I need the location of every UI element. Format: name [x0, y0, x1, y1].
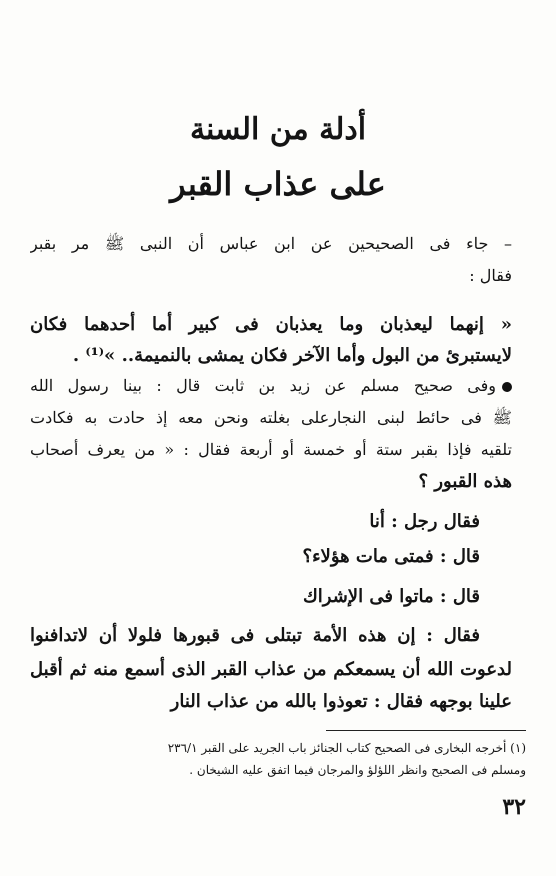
page-number: ٣٢ — [502, 794, 526, 820]
dialogue-line-1: فقال رجل : أنا — [369, 511, 480, 532]
footnote-divider — [326, 730, 526, 731]
dialogue-line-5: لدعوت الله أن يسمعكم من عذاب القبر الذى أسمع منه ثم أقبل — [30, 659, 512, 680]
chapter-title-line1: أدلة من السنة — [189, 112, 367, 147]
intro-line-2: فقال : — [469, 266, 512, 285]
narration-line-4: هذه القبور ؟ — [418, 471, 512, 492]
dialogue-line-4: فقال : إن هذه الأمة تبتلى فى قبورها فلولا أن لاتدافنوا — [30, 625, 480, 646]
narration-line-2: ﷺ فى حائط لبنى النجارعلى بغلته ونحن معه إذ حادت به فكادت — [30, 408, 512, 427]
hadith-line-2: لايستبرئ من البول وأما الآخر فكان يمشى بالنميمة.. »⁽¹⁾ . — [72, 345, 512, 366]
dialogue-line-2: قال : فمتى مات هؤلاء؟ — [302, 546, 480, 567]
bullet-icon — [502, 382, 512, 392]
narration-line-1 — [30, 372, 512, 400]
narration-line-3: تلقيه فإذا بقبر ستة أو خمسة أو أربعة فقال : « من يعرف أصحاب — [30, 440, 512, 459]
hadith-line-1: « إنهما ليعذبان وما يعذبان فى كبير أما أحدهما فكان — [30, 314, 512, 335]
footnote-line-1: (١) أخرجه البخارى فى الصحيح كتاب الجنائز باب الجريد على القبر ٢٣٦/١ — [167, 741, 526, 755]
intro-line-1: – جاء فى الصحيحين عن ابن عباس أن النبى ﷺ مر بقبر — [30, 234, 512, 253]
chapter-title-line2: على عذاب القبر — [170, 165, 386, 203]
dialogue-line-3: قال : ماتوا فى الإشراك — [302, 586, 480, 607]
narration-line-1-text: وفى صحيح مسلم عن زيد بن ثابت قال : بينا رسول الله — [30, 376, 497, 395]
dialogue-line-6: علينا بوجهه فقال : تعوذوا بالله من عذاب النار — [170, 691, 512, 712]
footnote-line-2: ومسلم فى الصحيح وانظر اللؤلؤ والمرجان فيما اتفق عليه الشيخان . — [189, 763, 526, 777]
